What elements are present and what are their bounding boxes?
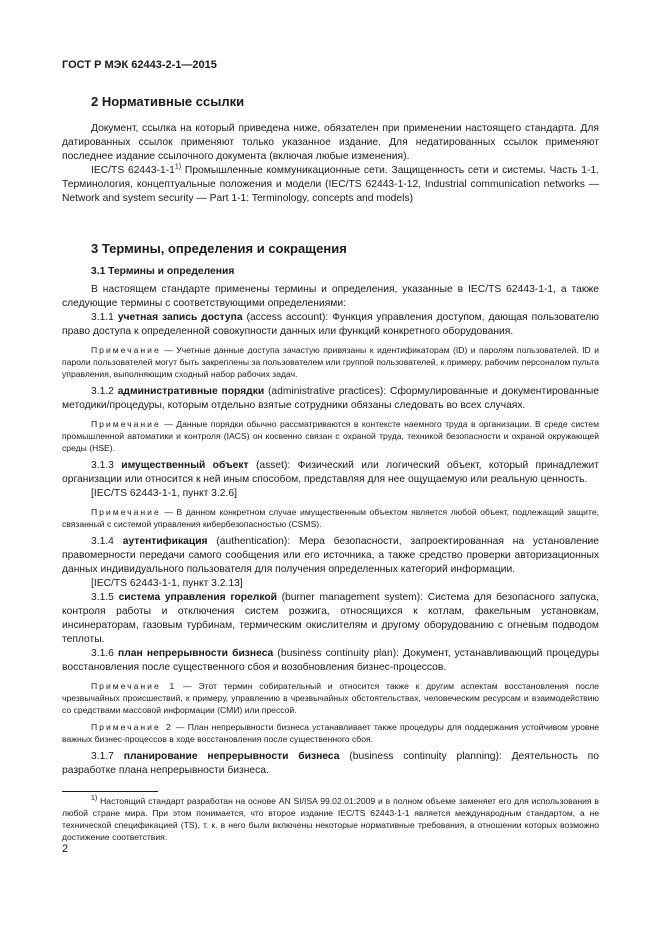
note-text: — План непрерывности бизнеса устанавливает также процедуры для поддержания устойчивом уровне важных бизнес-процессов в ходе восстановления после существенного сбоя. (62, 722, 599, 744)
term-definition: (business continuity planning): Деятельность по разработке плана непрерывности бизнеса. (62, 751, 599, 776)
term-name: планирование непрерывности бизнеса (123, 751, 340, 762)
term-definition: (burner management system): Система для безопасного запуска, контроля работы и отключения систем розжига, относящихся к котлам, факельным установкам, инсинераторам, газовым турбинам, термическим окислителям и другому оборудованию с огневым подводом теплоты. (62, 592, 599, 645)
term-3-1-4-source: [IEC/TS 62443-1-1, пункт 3.2.13] (91, 578, 243, 589)
note-3-1-1 (62, 344, 599, 380)
term-name: имущественный объект (121, 460, 249, 471)
term-definition: (asset): Физический или логический объект, который принадлежит организации или относится к ней иным способом, представляя для нее ощущаемую или реальную ценность. (62, 460, 599, 485)
term-3-1-3 (62, 459, 599, 487)
term-definition: (authentication): Мера безопасности, запроектированная на установление правомерности передачи самого сообщения или его источника, а также средство проверки авторизационных данных индивидуального пользователя для получения определенных категорий информации. (62, 536, 599, 575)
note-3-1-2 (62, 418, 599, 454)
term-3-1-4 (62, 535, 599, 577)
term-3-1-6 (62, 647, 599, 675)
term-name: аутентификация (122, 536, 208, 547)
footnote-marker[interactable]: 1) (174, 163, 182, 171)
note-text: — Данные порядки обычно рассматриваются в контексте наемного труда в организации. В среде систем промышленной автоматики и контроля (IACS) он косвенно связан с охраной труда, техникой безопасности и охраной окружающей среды (HSE). (62, 419, 599, 453)
term-3-1-7 (62, 750, 599, 778)
term-3-1-3-source: [IEC/TS 62443-1-1, пункт 3.2.6] (91, 488, 237, 499)
note-3-1-6-1 (62, 680, 599, 716)
note-label: Примечание (91, 507, 161, 517)
note-text: — Этот термин собирательный и относится также к другим аспектам восстановления после чрезвычайных происшествий, к примеру, управлению в чрезвычайных обстоятельствах, человеческим ресурсам и взаимодействию со средствами массовой информации (СМИ) или прессой. (62, 681, 599, 715)
note-label: Примечание (91, 345, 161, 355)
term-number: 3.1.1 (91, 312, 114, 323)
footnote-text: Настоящий стандарт разработан на основе AN SI/ISA 99.02.01:2009 и в полном объеме заменяет его для использования в любой стране мира. При этом понимается, что второе издание IEC/TS 62443-1-1 является международным стандартом, а не технической спецификацией (TS), т. к. в него были включены некоторые нормативные требования, в отношении которых возможно достижение соответствия. (62, 796, 599, 842)
footnote-mark: 1) (91, 795, 98, 803)
note-label: Примечание 2 (91, 722, 173, 732)
section-2-heading: 2 Нормативные ссылки (91, 94, 245, 109)
section-3-heading: 3 Термины, определения и сокращения (91, 241, 347, 256)
subsection-3-1-heading: 3.1 Термины и определения (91, 266, 235, 277)
term-definition: (administrative practices): Сформулированные и документированные методики/процедуры, которым отдельно взятые сотрудники обязаны следовать во всех случаях. (62, 386, 599, 411)
term-number: 3.1.7 (91, 751, 114, 762)
note-label: Примечание (91, 419, 161, 429)
term-name: административные порядки (117, 386, 265, 397)
note-text: — Учетные данные доступа зачастую привязаны к идентификаторам (ID) и паролям пользователей. ID и пароли пользователей могут быть закреплены за пользователем или группой пользователей, к примеру, рабочим персоналом пульта управления, выполняющим сходный набор рабочих задач. (62, 345, 599, 379)
term-number: 3.1.6 (91, 648, 114, 659)
term-number: 3.1.3 (91, 460, 114, 471)
ref-title: Промышленные коммуникационные сети. Защищенность сети и системы. Часть 1-1. Терминология, концептуальные положения и модели (IEC/TS 62443-1-12, Industrial communication networks — Network and system security — Part 1-1: Terminology, concepts and models) (62, 165, 599, 204)
term-number: 3.1.2 (91, 386, 114, 397)
page-content (62, 93, 599, 778)
footnote-1 (62, 795, 599, 843)
term-number: 3.1.5 (91, 592, 114, 603)
normative-refs-paragraph: Документ, ссылка на который приведена ниже, обязателен при применении настоящего стандарта. Для датированных ссылок применяют только указанное издание. Для недатированных ссылок применяют последнее издание ссылочного документа (включая любые изменения). (62, 123, 599, 162)
normative-ref-iec-62443-1-1 (62, 164, 599, 206)
term-3-1-2 (62, 385, 599, 413)
footnote-divider (62, 791, 158, 792)
ref-code: IEC/TS 62443-1-1 (91, 165, 175, 176)
term-3-1-5 (62, 591, 599, 647)
note-3-1-6-2 (62, 721, 599, 745)
term-name: учетная запись доступа (117, 312, 243, 323)
term-name: план непрерывности бизнеса (118, 648, 274, 659)
term-definition: (access account): Функция управления доступом, дающая пользователю право доступа к определенной совокупности данных или функций конкретного оборудования. (62, 312, 599, 337)
terms-intro-paragraph: В настоящем стандарте применены термины и определения, указанные в IEC/TS 62443-1-1, а также следующие термины с соответствующими определениями: (62, 284, 599, 309)
term-definition: (business continuity plan): Документ, устанавливающий процедуры восстановления после существенного сбоя и возобновления бизнес-процессов. (62, 648, 599, 673)
note-text: — В данном конкретном случае имущественным объектом является любой объект, подлежащий защите, связанный с системой управления кибербезопасностью (CSMS). (62, 507, 599, 529)
document-id-header: ГОСТ Р МЭК 62443-2-1—2015 (62, 59, 217, 71)
note-3-1-3 (62, 506, 599, 530)
term-number: 3.1.4 (91, 536, 114, 547)
page-number: 2 (62, 843, 69, 855)
term-3-1-1 (62, 311, 599, 339)
term-name: система управления горелкой (118, 592, 277, 603)
note-label: Примечание 1 (91, 681, 177, 691)
